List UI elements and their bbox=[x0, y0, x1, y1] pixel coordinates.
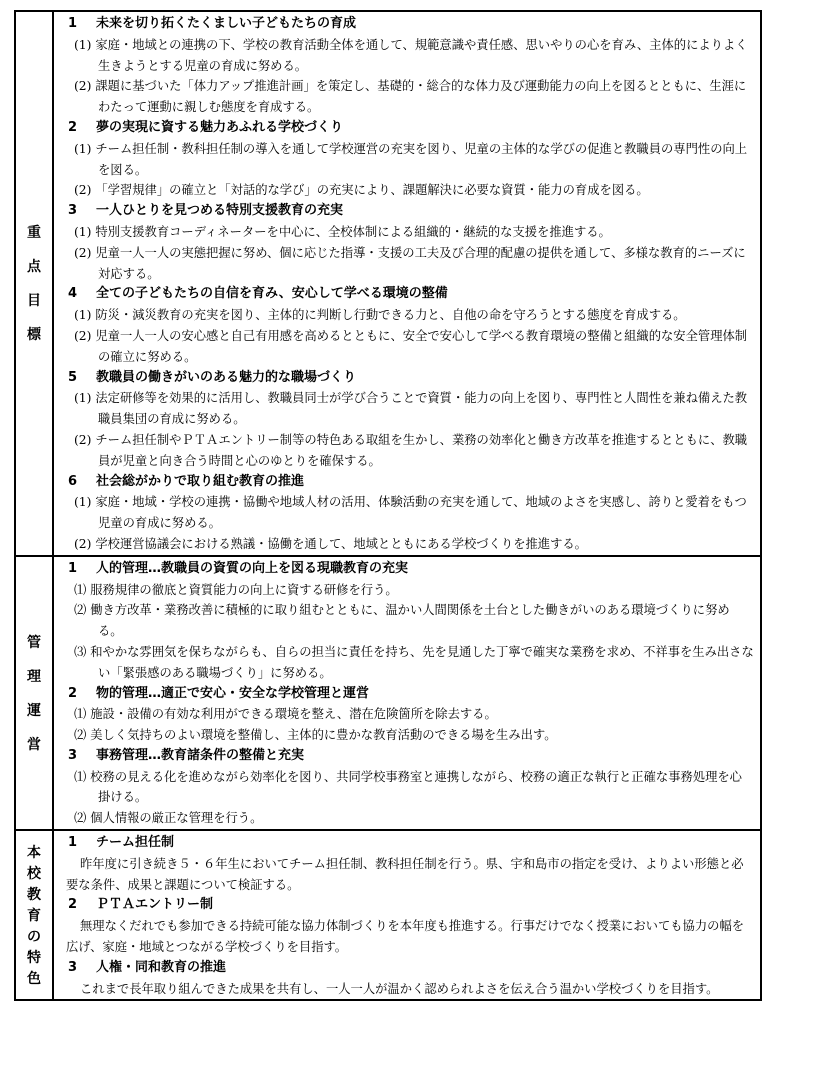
row-label-char: 育 bbox=[27, 908, 41, 925]
list-item bbox=[62, 222, 754, 243]
item-text: チーム担任制やＰＴＡエントリー制等の特色ある取組を生かし、業務の効率化と働き方改革を推進するとともに、教職員が児童と向き合う時間と心のゆとりを確保する。 bbox=[95, 432, 748, 468]
list-item bbox=[62, 534, 754, 555]
row-label-cell bbox=[15, 556, 53, 830]
section-heading bbox=[62, 684, 754, 705]
row-label-char: の bbox=[27, 929, 41, 946]
row-label-char: 教 bbox=[27, 887, 41, 904]
row-label bbox=[16, 222, 52, 344]
item-text: 課題に基づいた「体力アップ推進計画」を策定し、基礎的・総合的な体力及び運動能力の向上を図るとともに、生涯にわたって運動に親しむ態度を育成する。 bbox=[95, 79, 747, 115]
item-text: 家庭・地域・学校の連携・協働や地域人材の活用、体験活動の充実を通して、地域のよさを実感し、誇りと愛着をもつ児童の育成に努める。 bbox=[95, 495, 747, 531]
section-heading bbox=[62, 958, 754, 979]
item-text: 児童一人一人の安心感と自己有用感を高めるとともに、安全で安心して学べる教育環境の整備と組織的な安全管理体制の確立に努める。 bbox=[95, 328, 748, 364]
item-marker: (2) bbox=[74, 536, 92, 551]
item-text: 働き方改革・業務改善に積極的に取り組むとともに、温かい人間関係を土台とした働きがいのある環境づくりに努める。 bbox=[90, 603, 730, 639]
section-paragraph: 昨年度に引き続き５・６年生においてチーム担任制、教科担任制を行う。県、宇和島市の指定を受け、よりよい形態と必要な条件、成果と課題について検証する。 bbox=[66, 856, 744, 892]
row-label-char: 校 bbox=[27, 866, 41, 883]
list-item bbox=[62, 580, 754, 601]
list-item bbox=[62, 600, 754, 642]
section-number: 3 bbox=[68, 959, 78, 975]
item-text: 児童一人一人の実態把握に努め、個に応じた指導・支援の工夫及び合理的配慮の提供を通して、多様な教育的ニーズに対応する。 bbox=[95, 245, 746, 281]
section-heading bbox=[62, 201, 754, 222]
item-marker: ⑴ bbox=[74, 769, 87, 784]
section-number: 3 bbox=[68, 747, 78, 763]
section-title: 夢の実現に資する魅力あふれる学校づくり bbox=[96, 119, 344, 135]
item-marker: (2) bbox=[74, 432, 92, 447]
list-item bbox=[62, 430, 754, 472]
item-text: 学校運営協議会における熟議・協働を通して、地域とともにある学校づくりを推進する。 bbox=[95, 536, 587, 551]
list-item bbox=[62, 35, 754, 77]
row-label-cell bbox=[15, 830, 53, 1000]
section-number: 1 bbox=[68, 560, 78, 576]
section-number: 6 bbox=[68, 473, 78, 489]
item-marker: (2) bbox=[74, 245, 92, 260]
section-number: 1 bbox=[68, 16, 78, 31]
item-marker: ⑴ bbox=[74, 582, 87, 597]
list-item bbox=[62, 725, 754, 746]
item-marker: ⑵ bbox=[74, 603, 87, 618]
row-label-char: 色 bbox=[27, 971, 41, 988]
section-number: 5 bbox=[68, 369, 78, 385]
section-title: ＰＴＡエントリー制 bbox=[96, 897, 214, 913]
item-marker: (1) bbox=[74, 37, 92, 52]
section-title: 人的管理…教職員の資質の向上を図る現職教育の充実 bbox=[96, 560, 409, 576]
section-number: 2 bbox=[68, 897, 78, 913]
section-heading bbox=[62, 895, 754, 916]
row-label-char: 運 bbox=[27, 702, 41, 719]
section-heading bbox=[62, 368, 754, 389]
item-marker: ⑶ bbox=[74, 644, 87, 659]
item-marker: (1) bbox=[74, 141, 92, 156]
item-marker: ⑵ bbox=[74, 728, 87, 743]
section-title: 一人ひとりを見つめる特別支援教育の充実 bbox=[96, 203, 344, 219]
section-heading bbox=[62, 118, 754, 139]
section-paragraph: 無理なくだれでも参加できる持続可能な協力体制づくりを本年度も推進する。行事だけでなく授業においても協力の幅を広げ、家庭・地域とつながる学校づくりを目指す。 bbox=[66, 919, 745, 955]
item-text: 家庭・地域との連携の下、学校の教育活動全体を通して、規範意識や責任感、思いやりの心を育み、主体的によりよく生きようとする児童の育成に努める。 bbox=[95, 37, 748, 73]
section-title: 事務管理…教育諸条件の整備と充実 bbox=[96, 747, 305, 763]
section-number: 3 bbox=[68, 203, 78, 219]
row-label-char: 営 bbox=[27, 736, 41, 753]
row-label-char: 点 bbox=[27, 259, 41, 276]
section-title: 人権・同和教育の推進 bbox=[96, 959, 227, 975]
item-text: 美しく気持ちのよい環境を整備し、主体的に豊かな教育活動のできる場を生み出す。 bbox=[90, 728, 557, 743]
item-marker: (1) bbox=[74, 224, 92, 239]
item-text: 「学習規律」の確立と「対話的な学び」の充実により、課題解決に必要な資質・能力の育成を図る。 bbox=[95, 183, 649, 198]
section-number: 2 bbox=[68, 119, 78, 135]
item-marker: (2) bbox=[74, 79, 92, 94]
list-item bbox=[62, 326, 754, 368]
item-text: 施設・設備の有効な利用ができる環境を整え、潜在危険箇所を除去する。 bbox=[90, 707, 497, 722]
item-marker: (1) bbox=[74, 308, 92, 323]
school-plan-table bbox=[14, 10, 762, 1001]
section-number: 1 bbox=[68, 835, 78, 851]
item-text: 防災・減災教育の充実を図り、主体的に判断し行動できる力と、自他の命を守ろうとする態度を育成する。 bbox=[95, 308, 686, 323]
section-number: 4 bbox=[68, 286, 78, 302]
section-title: チーム担任制 bbox=[96, 835, 175, 851]
plan-row-school-features bbox=[15, 830, 761, 1000]
list-item bbox=[62, 492, 754, 534]
row-content-cell bbox=[53, 830, 761, 1000]
row-label-char: 重 bbox=[27, 225, 41, 242]
row-label bbox=[16, 632, 52, 754]
item-marker: ⑴ bbox=[74, 707, 87, 722]
plan-row-priority-goals bbox=[15, 11, 761, 556]
item-text: チーム担任制・教科担任制の導入を通して学校運営の充実を図り、児童の主体的な学びの促進と教職員の専門性の向上を図る。 bbox=[95, 141, 748, 177]
list-item bbox=[62, 767, 754, 809]
row-label-char: 目 bbox=[27, 293, 41, 310]
section-heading bbox=[62, 284, 754, 305]
item-text: 服務規律の徹底と資質能力の向上に資する研修を行う。 bbox=[90, 582, 398, 597]
section-title: 未来を切り拓くたくましい子どもたちの育成 bbox=[96, 16, 357, 31]
list-item bbox=[62, 808, 754, 829]
row-label-char: 標 bbox=[27, 327, 41, 344]
row-label-char: 管 bbox=[27, 634, 41, 651]
list-item bbox=[62, 243, 754, 285]
section-title: 教職員の働きがいのある魅力的な職場づくり bbox=[96, 369, 357, 385]
section-heading bbox=[62, 559, 754, 580]
section-title: 物的管理…適正で安心・安全な学校管理と運営 bbox=[96, 685, 370, 701]
row-label-char: 理 bbox=[27, 668, 41, 685]
row-label-cell bbox=[15, 11, 53, 556]
item-marker: (2) bbox=[74, 183, 92, 198]
section-heading bbox=[62, 833, 754, 854]
section-paragraph: これまで長年取り組んできた成果を共有し、一人一人が温かく認められよさを伝え合う温かい学校づくりを目指す。 bbox=[80, 981, 719, 996]
section-heading bbox=[62, 746, 754, 767]
section-heading bbox=[62, 472, 754, 493]
item-marker: (1) bbox=[74, 391, 92, 406]
row-content-cell bbox=[53, 556, 761, 830]
item-text: 個人情報の厳正な管理を行う。 bbox=[90, 811, 263, 826]
list-item bbox=[62, 139, 754, 181]
item-marker: ⑵ bbox=[74, 811, 87, 826]
list-item bbox=[62, 642, 754, 684]
section-heading bbox=[62, 14, 754, 35]
item-text: 校務の見える化を進めながら効率化を図り、共同学校事務室と連携しながら、校務の適正な執行と正確な事務処理を心掛ける。 bbox=[90, 769, 742, 805]
list-item bbox=[62, 305, 754, 326]
section-number: 2 bbox=[68, 685, 78, 701]
row-content-cell bbox=[53, 11, 761, 556]
item-text: 特別支援教育コーディネーターを中心に、全校体制による組織的・継続的な支援を推進する。 bbox=[95, 224, 611, 239]
section-title: 全ての子どもたちの自信を育み、安心して学べる環境の整備 bbox=[96, 286, 448, 302]
item-marker: (2) bbox=[74, 328, 92, 343]
item-text: 和やかな雰囲気を保ちながらも、自らの担当に責任を持ち、先を見通した丁寧で確実な業務を求め、不祥事を生み出さない「緊張感のある職場づくり」に努める。 bbox=[90, 644, 754, 680]
list-item bbox=[62, 76, 754, 118]
plan-row-management bbox=[15, 556, 761, 830]
list-item bbox=[62, 388, 754, 430]
item-text: 法定研修等を効果的に活用し、教職員同士が学び合うことで資質・能力の向上を図り、専門性と人間性を兼ね備えた教職員集団の育成に努める。 bbox=[95, 391, 748, 427]
row-label-char: 特 bbox=[27, 950, 41, 967]
row-label-char: 本 bbox=[27, 845, 41, 862]
list-item bbox=[62, 180, 754, 201]
section-title: 社会総がかりで取り組む教育の推進 bbox=[96, 473, 305, 489]
list-item bbox=[62, 704, 754, 725]
row-label bbox=[16, 842, 52, 988]
item-marker: (1) bbox=[74, 495, 92, 510]
